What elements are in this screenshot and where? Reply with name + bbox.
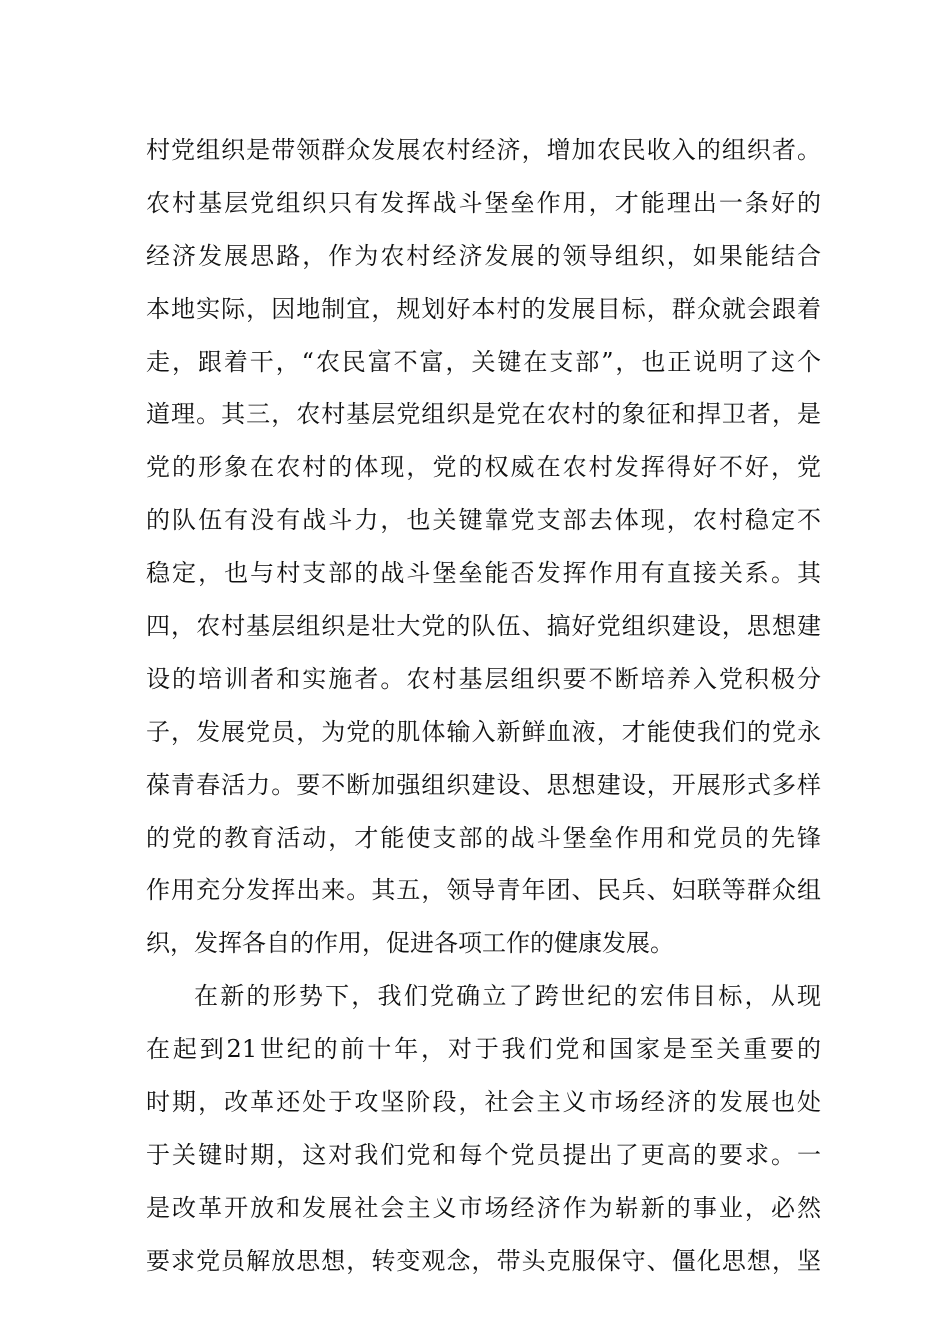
text-line: 是改革开放和发展社会主义市场经济作为崭新的事业，必然 — [146, 1193, 821, 1222]
text-line: 村党组织是带领群众发展农村经济，增加农民收入的组织者。 — [146, 136, 821, 164]
text-line: 的党的教育活动，才能使支部的战斗堡垒作用和党员的先锋 — [146, 823, 821, 852]
text-line: 于关键时期，这对我们党和每个党员提出了更高的要求。一 — [146, 1140, 821, 1169]
text-line: 党的形象在农村的体现，党的权威在农村发挥得好不好，党 — [146, 453, 821, 482]
text-line: 走，跟着干，“农民富不富，关键在支部”，也正说明了这个 — [146, 347, 821, 376]
text-line: 子，发展党员，为党的肌体输入新鲜血液，才能使我们的党永 — [146, 717, 821, 746]
paragraph-end-line: 织，发挥各自的作用，促进各项工作的健康发展。 — [146, 929, 674, 958]
text-line: 经济发展思路，作为农村经济发展的领导组织，如果能结合 — [146, 241, 821, 270]
text-line: 的队伍有没有战斗力，也关键靠党支部去体现，农村稳定不 — [146, 506, 821, 535]
text-line: 在起到21世纪的前十年，对于我们党和国家是至关重要的 — [146, 1035, 821, 1064]
text-line: 葆青春活力。要不断加强组织建设、思想建设，开展形式多样 — [146, 770, 821, 799]
text-line: 道理。其三，农村基层党组织是党在农村的象征和捍卫者，是 — [146, 400, 821, 429]
body-text — [146, 124, 821, 1288]
text-line: 时期，改革还处于攻坚阶段，社会主义市场经济的发展也处 — [146, 1088, 821, 1117]
text-line: 本地实际，因地制宜，规划好本村的发展目标，群众就会跟着 — [146, 294, 821, 323]
text-line: 稳定，也与村支部的战斗堡垒能否发挥作用有直接关系。其 — [146, 559, 821, 588]
text-line: 要求党员解放思想，转变观念，带头克服保守、僵化思想，坚 — [146, 1246, 821, 1275]
text-line: 四，农村基层组织是壮大党的队伍、搞好党组织建设，思想建 — [146, 612, 821, 641]
text-line: 设的培训者和实施者。农村基层组织要不断培养入党积极分 — [146, 664, 821, 693]
text-line: 作用充分发挥出来。其五，领导青年团、民兵、妇联等群众组 — [146, 876, 821, 905]
paragraph-start-line: 在新的形势下，我们党确立了跨世纪的宏伟目标，从现 — [194, 982, 821, 1011]
text-line: 农村基层党组织只有发挥战斗堡垒作用，才能理出一条好的 — [146, 188, 821, 217]
